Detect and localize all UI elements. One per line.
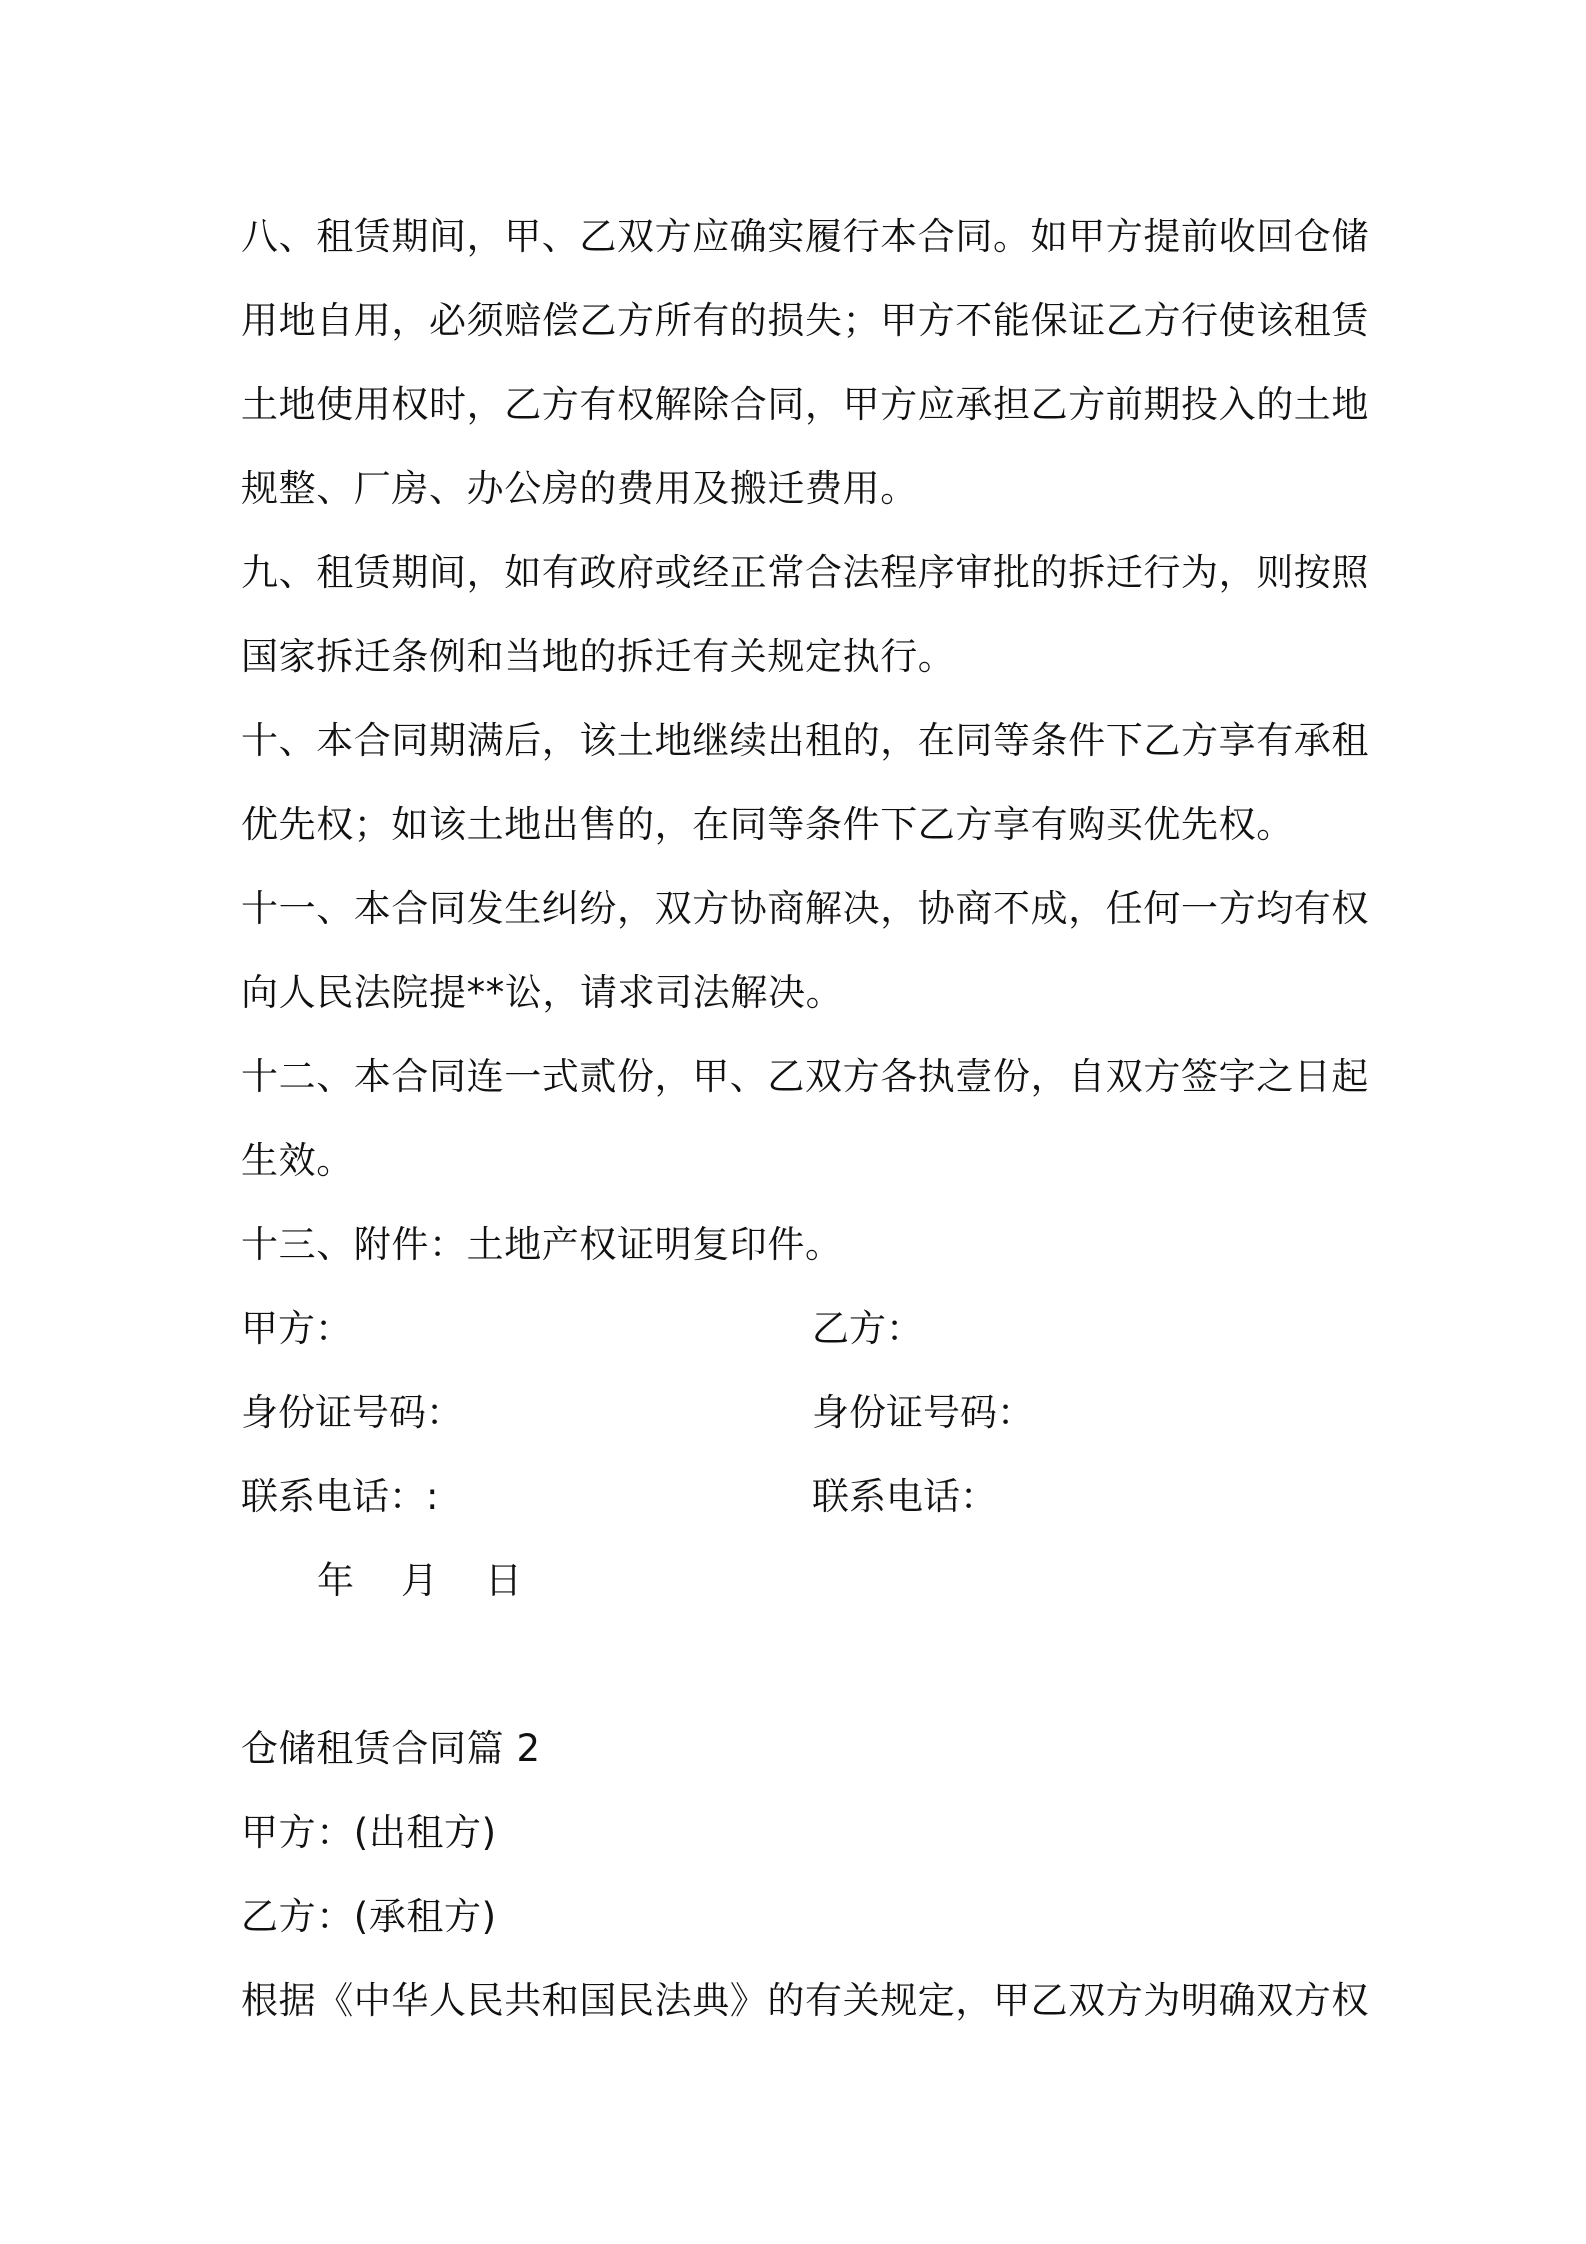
clause-13: 十三、附件：土地产权证明复印件。 (241, 1223, 843, 1266)
section-gap (241, 1623, 1361, 1707)
clause-line: 用地自用，必须赔偿乙方所有的损失；甲方不能保证乙方行使该租赁 (241, 299, 1369, 342)
clause-line: 规整、厂房、办公房的费用及搬迁费用。 (241, 467, 918, 510)
clause-8 (241, 195, 1369, 531)
date-day: 日 (484, 1559, 523, 1602)
signature-phone-row (241, 1455, 1361, 1539)
clause-line: 国家拆迁条例和当地的拆迁有关规定执行。 (241, 635, 956, 678)
clause-12 (241, 1035, 1369, 1203)
clause-line: 十一、本合同发生纠纷，双方协商解决，协商不成，任何一方均有权 (241, 887, 1369, 930)
clause-line: 向人民法院提**讼，请求司法解决。 (241, 971, 844, 1014)
clause-9 (241, 531, 1369, 699)
party-b-phone-label: 联系电话： (812, 1475, 997, 1518)
clause-line: 十二、本合同连一式贰份，甲、乙双方各执壹份，自双方签字之日起 (241, 1055, 1369, 1098)
clause-11 (241, 867, 1369, 1035)
section-2-party-b: 乙方：(承租方) (241, 1895, 497, 1938)
section-2-intro: 根据《中华人民共和国民法典》的有关规定，甲乙双方为明确双方权 (241, 1979, 1369, 2022)
clause-line: 九、租赁期间，如有政府或经正常合法程序审批的拆迁行为，则按照 (241, 551, 1369, 594)
signature-id-row (241, 1371, 1361, 1455)
date-year: 年 (317, 1559, 355, 1602)
party-a-id-label: 身份证号码： (241, 1391, 463, 1434)
party-a-label: 甲方： (241, 1307, 352, 1350)
clause-line: 八、租赁期间，甲、乙双方应确实履行本合同。如甲方提前收回仓储 (241, 215, 1369, 258)
section-2-party-a: 甲方：(出租方) (241, 1811, 497, 1854)
party-a-phone-label: 联系电话：: (241, 1475, 439, 1518)
document-page (241, 195, 1369, 2043)
clause-10 (241, 699, 1369, 867)
signature-date (241, 1539, 1361, 1623)
party-b-id-label: 身份证号码： (812, 1391, 1034, 1434)
clause-line: 土地使用权时，乙方有权解除合同，甲方应承担乙方前期投入的土地 (241, 383, 1369, 426)
date-month: 月 (400, 1559, 439, 1602)
clause-line: 生效。 (241, 1139, 354, 1182)
signature-party-row (241, 1287, 1361, 1371)
clause-line: 十、本合同期满后，该土地继续出租的，在同等条件下乙方享有承租 (241, 719, 1369, 762)
party-b-label: 乙方： (812, 1307, 923, 1350)
section-2-title: 仓储租赁合同篇 2 (241, 1727, 541, 1770)
clause-line: 优先权；如该土地出售的，在同等条件下乙方享有购买优先权。 (241, 803, 1294, 846)
section-2 (241, 1707, 1369, 2043)
